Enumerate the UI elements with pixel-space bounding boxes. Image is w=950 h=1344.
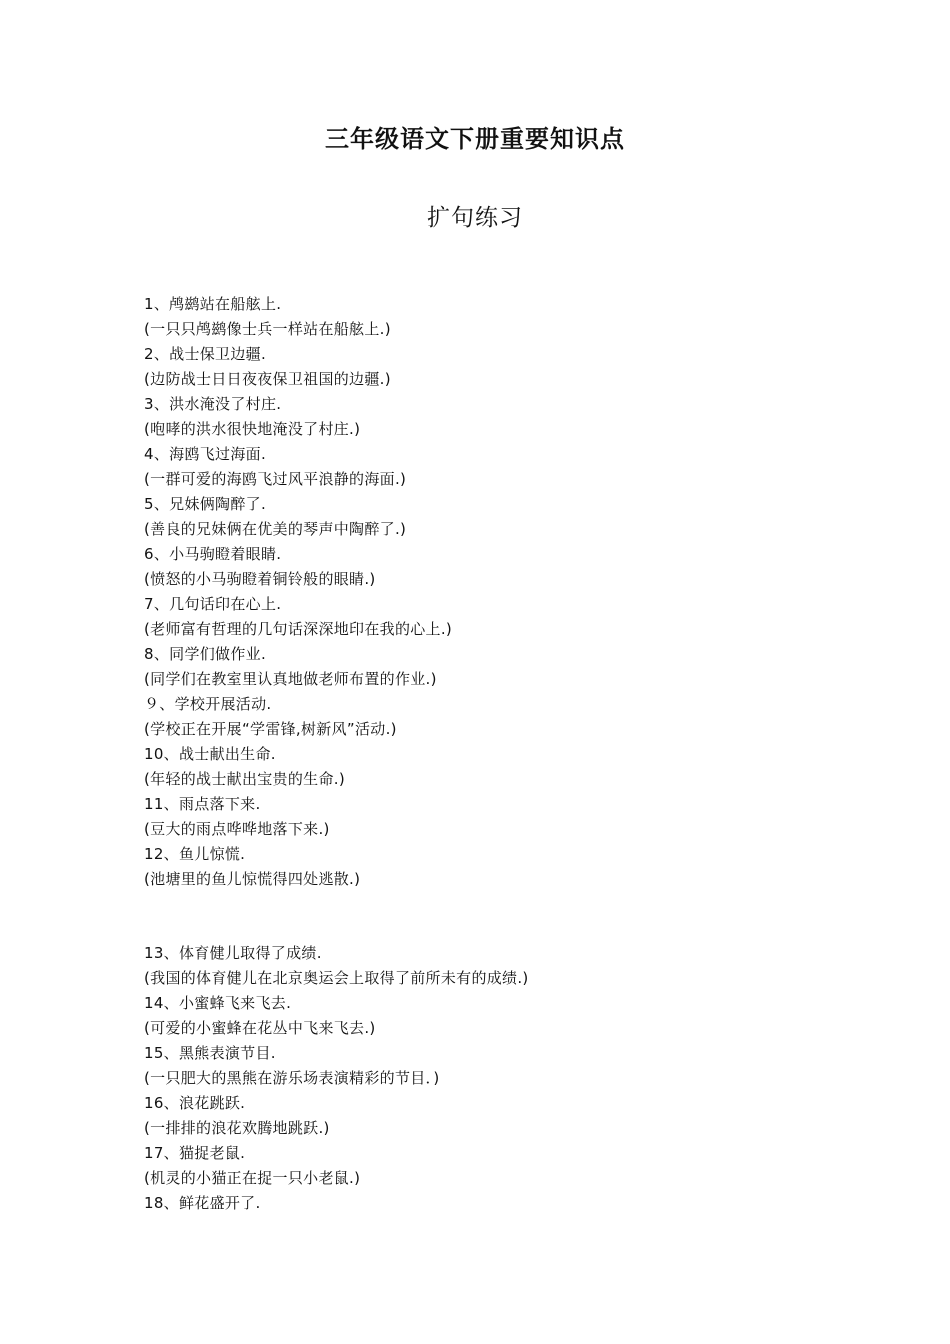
- exercise-answer: (咆哮的洪水很快地淹没了村庄.): [144, 420, 361, 438]
- exercise-question: 3、洪水淹没了村庄.: [144, 395, 282, 413]
- exercise-question: 14、小蜜蜂飞来飞去.: [144, 994, 292, 1012]
- exercise-question: 15、黑熊表演节目.: [144, 1044, 276, 1062]
- exercise-answer: (一只只鸬鹚像士兵一样站在船舷上.): [144, 320, 391, 338]
- exercise-answer: (一排排的浪花欢腾地跳跃.): [144, 1119, 330, 1137]
- exercise-question: 5、兄妹俩陶醉了.: [144, 495, 267, 513]
- exercise-answer: (我国的体育健儿在北京奥运会上取得了前所未有的成绩.): [144, 969, 529, 987]
- exercise-question: 10、战士献出生命.: [144, 745, 276, 763]
- exercise-answer: (善良的兄妹俩在优美的琴声中陶醉了.): [144, 520, 407, 538]
- exercise-question: 7、几句话印在心上.: [144, 595, 282, 613]
- exercise-question: 6、小马驹瞪着眼睛.: [144, 545, 282, 563]
- exercise-question: 12、鱼儿惊慌.: [144, 845, 246, 863]
- exercise-question: ９、学校开展活动.: [144, 695, 272, 713]
- exercise-answer: (机灵的小猫正在捉一只小老鼠.): [144, 1169, 361, 1187]
- page-title: 三年级语文下册重要知识点: [325, 125, 625, 153]
- exercise-answer: (可爱的小蜜蜂在花丛中飞来飞去.): [144, 1019, 376, 1037]
- section-gap: [144, 892, 904, 941]
- exercise-answer: (豆大的雨点哗哗地落下来.): [144, 820, 330, 838]
- exercise-answer: (老师富有哲理的几句话深深地印在我的心上.): [144, 620, 453, 638]
- exercise-question: 18、鲜花盛开了.: [144, 1194, 261, 1212]
- exercise-answer: (一只肥大的黑熊在游乐场表演精彩的节目．): [144, 1069, 440, 1087]
- exercise-question: 4、海鸥飞过海面.: [144, 445, 267, 463]
- exercise-question: 2、战士保卫边疆.: [144, 345, 267, 363]
- exercise-answer: (池塘里的鱼儿惊慌得四处逃散.): [144, 870, 361, 888]
- exercise-question: 1、鸬鹚站在船舷上.: [144, 295, 282, 313]
- exercise-answer: (一群可爱的海鸥飞过风平浪静的海面.): [144, 470, 407, 488]
- exercise-question: 16、浪花跳跃.: [144, 1094, 246, 1112]
- exercise-answer: (学校正在开展“学雷锋,树新风”活动.): [144, 720, 397, 738]
- exercise-question: 13、体育健儿取得了成绩.: [144, 944, 322, 962]
- exercise-list: [144, 292, 904, 1216]
- page-subtitle: 扩句练习: [427, 205, 523, 231]
- exercise-answer: (边防战士日日夜夜保卫祖国的边疆.): [144, 370, 391, 388]
- exercise-question: 17、猫捉老鼠.: [144, 1144, 246, 1162]
- exercise-answer: (愤怒的小马驹瞪着铜铃般的眼睛.): [144, 570, 376, 588]
- exercise-question: 11、雨点落下来.: [144, 795, 261, 813]
- exercise-answer: (同学们在教室里认真地做老师布置的作业.): [144, 670, 437, 688]
- exercise-answer: (年轻的战士献出宝贵的生命.): [144, 770, 345, 788]
- exercise-question: 8、同学们做作业.: [144, 645, 267, 663]
